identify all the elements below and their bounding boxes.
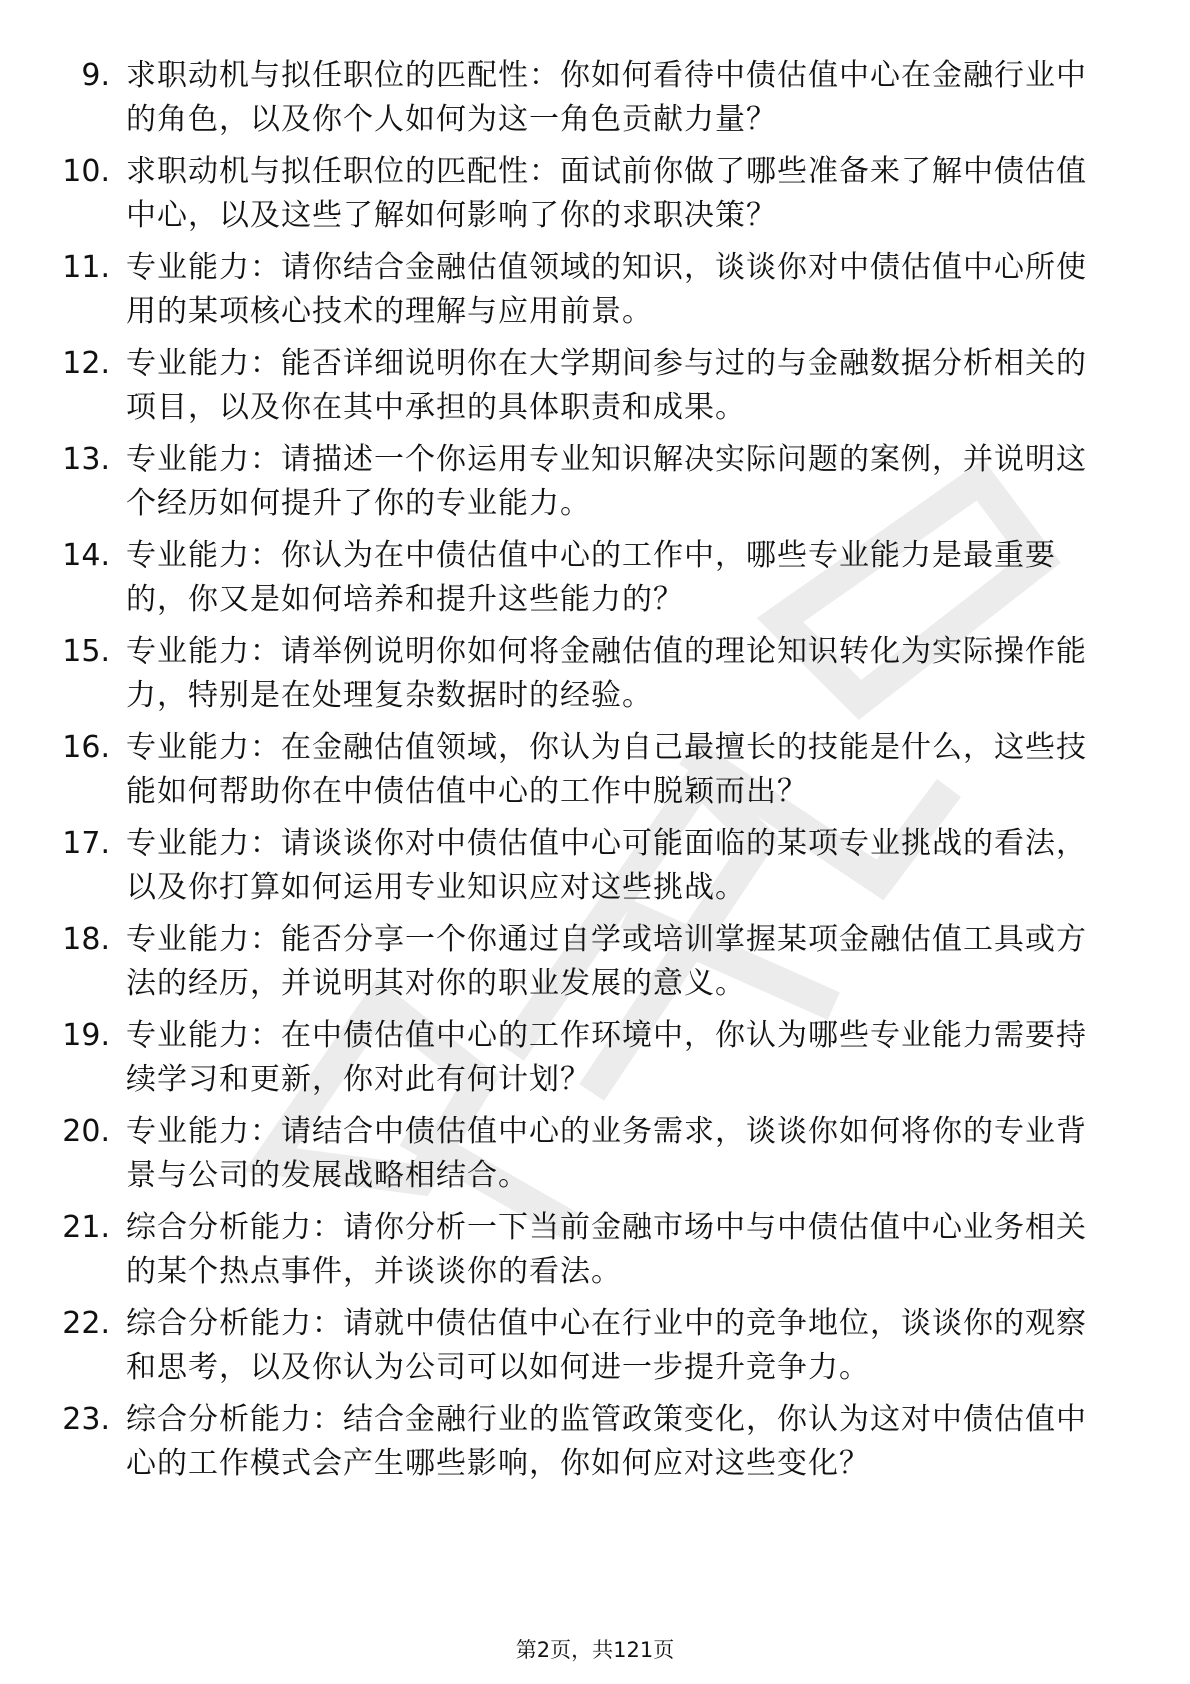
- question-item-11: [0, 240, 1190, 336]
- question-number: 10.: [62, 154, 110, 189]
- question-text: 专业能力：在金融估值领域，你认为自己最擅长的技能是什么，这些技能如何帮助你在中债估值中心的工作中脱颖而出？: [126, 730, 1087, 809]
- question-item-21: [0, 1200, 1190, 1296]
- question-text: 专业能力：在中债估值中心的工作环境中，你认为哪些专业能力需要持续学习和更新，你对此有何计划？: [126, 1018, 1087, 1097]
- question-text: 综合分析能力：结合金融行业的监管政策变化，你认为这对中债估值中心的工作模式会产生哪些影响，你如何应对这些变化？: [126, 1402, 1087, 1481]
- question-text: 专业能力：你认为在中债估值中心的工作中，哪些专业能力是最重要的，你又是如何培养和提升这些能力的？: [126, 538, 1056, 617]
- question-text: 专业能力：请谈谈你对中债估值中心可能面临的某项专业挑战的看法，以及你打算如何运用专业知识应对这些挑战。: [126, 826, 1087, 905]
- question-item-18: [0, 912, 1190, 1008]
- question-number: 14.: [62, 538, 110, 573]
- question-number: 11.: [62, 250, 110, 285]
- question-item-17: [0, 816, 1190, 912]
- question-item-10: [0, 144, 1190, 240]
- question-item-13: [0, 432, 1190, 528]
- question-item-15: [0, 624, 1190, 720]
- question-number: 9.: [81, 58, 110, 93]
- question-item-12: [0, 336, 1190, 432]
- question-text: 专业能力：能否分享一个你通过自学或培训掌握某项金融估值工具或方法的经历，并说明其对你的职业发展的意义。: [126, 922, 1087, 1001]
- question-text: 求职动机与拟任职位的匹配性：面试前你做了哪些准备来了解中债估值中心，以及这些了解如何影响了你的求职决策？: [126, 154, 1087, 233]
- question-item-19: [0, 1008, 1190, 1104]
- question-item-23: [0, 1392, 1190, 1488]
- question-text: 专业能力：能否详细说明你在大学期间参与过的与金融数据分析相关的项目，以及你在其中承担的具体职责和成果。: [126, 346, 1087, 425]
- question-number: 13.: [62, 442, 110, 477]
- question-text: 专业能力：请描述一个你运用专业知识解决实际问题的案例，并说明这个经历如何提升了你的专业能力。: [126, 442, 1087, 521]
- question-text: 专业能力：请结合中债估值中心的业务需求，谈谈你如何将你的专业背景与公司的发展战略相结合。: [126, 1114, 1087, 1193]
- question-number: 16.: [62, 730, 110, 765]
- question-text: 综合分析能力：请就中债估值中心在行业中的竞争地位，谈谈你的观察和思考，以及你认为公司可以如何进一步提升竞争力。: [126, 1306, 1087, 1385]
- question-number: 22.: [62, 1306, 110, 1341]
- question-number: 20.: [62, 1114, 110, 1149]
- question-number: 17.: [62, 826, 110, 861]
- question-text: 求职动机与拟任职位的匹配性：你如何看待中债估值中心在金融行业中的角色，以及你个人如何为这一角色贡献力量？: [126, 58, 1087, 137]
- question-item-22: [0, 1296, 1190, 1392]
- question-text: 专业能力：请你结合金融估值领域的知识，谈谈你对中债估值中心所使用的某项核心技术的理解与应用前景。: [126, 250, 1087, 329]
- question-item-9: [0, 48, 1190, 144]
- question-text: 综合分析能力：请你分析一下当前金融市场中与中债估值中心业务相关的某个热点事件，并谈谈你的看法。: [126, 1210, 1087, 1289]
- question-number: 15.: [62, 634, 110, 669]
- question-list: [0, 48, 1190, 1488]
- page-footer: 第2页，共121页: [515, 1638, 675, 1662]
- question-number: 23.: [62, 1402, 110, 1437]
- question-text: 专业能力：请举例说明你如何将金融估值的理论知识转化为实际操作能力，特别是在处理复杂数据时的经验。: [126, 634, 1087, 713]
- question-item-14: [0, 528, 1190, 624]
- question-number: 21.: [62, 1210, 110, 1245]
- question-number: 12.: [62, 346, 110, 381]
- question-item-20: [0, 1104, 1190, 1200]
- question-number: 18.: [62, 922, 110, 957]
- question-item-16: [0, 720, 1190, 816]
- question-number: 19.: [62, 1018, 110, 1053]
